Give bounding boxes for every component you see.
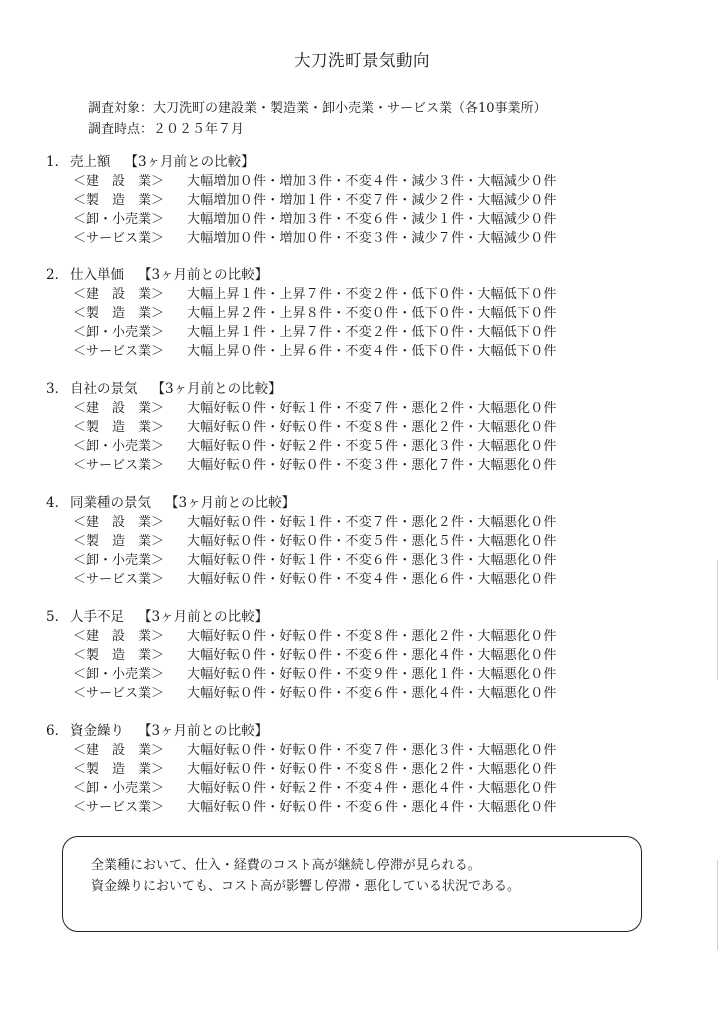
result-text: 大幅好転０件・好転１件・不変７件・悪化２件・大幅悪化０件 (187, 401, 557, 416)
result-text: 大幅好転０件・好転１件・不変７件・悪化２件・大幅悪化０件 (187, 515, 557, 530)
result-text: 大幅増加０件・増加１件・不変７件・減少２件・大幅減少０件 (187, 193, 557, 208)
section-sales (46, 153, 646, 248)
section-heading (46, 722, 646, 741)
section-number: 2． (46, 267, 69, 283)
result-row (46, 570, 646, 589)
section-heading (46, 494, 646, 513)
section-title: 資金繰り (70, 723, 124, 739)
result-text: 大幅好転０件・好転０件・不変８件・悪化２件・大幅悪化０件 (187, 762, 557, 777)
page-title: 大刀洗町景気動向 (294, 51, 430, 70)
result-row (46, 513, 646, 532)
result-row (46, 229, 646, 248)
industry-label: ＜サービス業＞ (73, 686, 165, 701)
result-text: 大幅好転０件・好転０件・不変７件・悪化３件・大幅悪化０件 (187, 743, 557, 758)
result-text: 大幅上昇１件・上昇７件・不変２件・低下０件・大幅低下０件 (187, 287, 557, 302)
industry-label: ＜サービス業＞ (73, 231, 165, 246)
industry-label: ＜製 造 業＞ (73, 534, 165, 549)
section-number: 1． (46, 154, 69, 170)
section-number: 6． (46, 723, 69, 739)
section-labor-shortage (46, 608, 646, 703)
result-text: 大幅好転０件・好転１件・不変６件・悪化３件・大幅悪化０件 (187, 553, 557, 568)
result-text: 大幅増加０件・増加３件・不変６件・減少１件・大幅減少０件 (187, 212, 557, 227)
survey-period: 調査時点：２０２５年７月 (88, 122, 245, 137)
section-comparison: 【3ヶ月前との比較】 (151, 381, 282, 397)
section-comparison: 【3ヶ月前との比較】 (138, 267, 269, 283)
industry-label: ＜製 造 業＞ (73, 193, 165, 208)
survey-target: 調査対象：大刀洗町の建設業・製造業・卸小売業・サービス業（各10事業所） (88, 101, 547, 116)
section-title: 人手不足 (70, 609, 124, 625)
industry-label: ＜製 造 業＞ (73, 762, 165, 777)
result-row (46, 191, 646, 210)
result-text: 大幅増加０件・増加３件・不変４件・減少３件・大幅減少０件 (187, 174, 557, 189)
result-row (46, 532, 646, 551)
section-title: 同業種の景気 (70, 495, 151, 511)
section-title: 自社の景気 (70, 381, 138, 397)
result-text: 大幅上昇１件・上昇７件・不変２件・低下０件・大幅低下０件 (187, 325, 557, 340)
result-row (46, 779, 646, 798)
result-text: 大幅好転０件・好転０件・不変８件・悪化２件・大幅悪化０件 (187, 629, 557, 644)
result-text: 大幅好転０件・好転０件・不変３件・悪化７件・大幅悪化０件 (187, 458, 557, 473)
industry-label: ＜建 設 業＞ (73, 629, 165, 644)
section-comparison: 【3ヶ月前との比較】 (124, 154, 255, 170)
industry-label: ＜卸・小売業＞ (73, 212, 165, 227)
industry-label: ＜卸・小売業＞ (73, 553, 165, 568)
section-industry-business (46, 494, 646, 589)
section-heading (46, 608, 646, 627)
result-text: 大幅好転０件・好転０件・不変９件・悪化１件・大幅悪化０件 (187, 667, 557, 682)
result-row (46, 399, 646, 418)
summary-line-2: 資金繰りにおいても、コスト高が影響し停滞・悪化している状況である。 (91, 879, 521, 894)
industry-label: ＜卸・小売業＞ (73, 439, 165, 454)
section-title: 売上額 (70, 154, 111, 170)
section-number: 3． (46, 381, 69, 397)
result-row (46, 342, 646, 361)
result-text: 大幅好転０件・好転０件・不変４件・悪化６件・大幅悪化０件 (187, 572, 557, 587)
result-text: 大幅上昇２件・上昇８件・不変０件・低下０件・大幅低下０件 (187, 306, 557, 321)
summary-box (62, 836, 642, 932)
section-heading (46, 266, 646, 285)
industry-label: ＜建 設 業＞ (73, 515, 165, 530)
result-row (46, 684, 646, 703)
industry-label: ＜製 造 業＞ (73, 648, 165, 663)
section-comparison: 【3ヶ月前との比較】 (138, 723, 269, 739)
industry-label: ＜サービス業＞ (73, 800, 165, 815)
section-heading (46, 153, 646, 172)
result-row (46, 551, 646, 570)
result-text: 大幅好転０件・好転０件・不変６件・悪化４件・大幅悪化０件 (187, 800, 557, 815)
section-title: 仕入単価 (70, 267, 124, 283)
industry-label: ＜卸・小売業＞ (73, 781, 165, 796)
result-row (46, 665, 646, 684)
result-row (46, 172, 646, 191)
result-row (46, 437, 646, 456)
industry-label: ＜建 設 業＞ (73, 743, 165, 758)
result-row (46, 646, 646, 665)
scan-edge-mark (717, 860, 718, 950)
industry-label: ＜建 設 業＞ (73, 174, 165, 189)
result-row (46, 418, 646, 437)
industry-label: ＜サービス業＞ (73, 344, 165, 359)
result-text: 大幅上昇０件・上昇６件・不変４件・低下０件・大幅低下０件 (187, 344, 557, 359)
section-comparison: 【3ヶ月前との比較】 (138, 609, 269, 625)
result-text: 大幅好転０件・好転２件・不変４件・悪化４件・大幅悪化０件 (187, 781, 557, 796)
result-row (46, 456, 646, 475)
result-text: 大幅好転０件・好転０件・不変５件・悪化５件・大幅悪化０件 (187, 534, 557, 549)
industry-label: ＜サービス業＞ (73, 572, 165, 587)
result-text: 大幅増加０件・増加０件・不変３件・減少７件・大幅減少０件 (187, 231, 557, 246)
result-row (46, 323, 646, 342)
scan-edge-mark (717, 560, 718, 680)
industry-label: ＜建 設 業＞ (73, 401, 165, 416)
section-cash-flow (46, 722, 646, 817)
result-row (46, 285, 646, 304)
industry-label: ＜サービス業＞ (73, 458, 165, 473)
section-number: 5． (46, 609, 69, 625)
result-row (46, 798, 646, 817)
result-row (46, 760, 646, 779)
section-comparison: 【3ヶ月前との比較】 (165, 495, 296, 511)
section-purchase-price (46, 266, 646, 361)
result-row (46, 627, 646, 646)
section-own-business (46, 380, 646, 475)
result-text: 大幅好転０件・好転０件・不変６件・悪化４件・大幅悪化０件 (187, 648, 557, 663)
industry-label: ＜建 設 業＞ (73, 287, 165, 302)
section-heading (46, 380, 646, 399)
section-number: 4． (46, 495, 69, 511)
result-text: 大幅好転０件・好転０件・不変８件・悪化２件・大幅悪化０件 (187, 420, 557, 435)
industry-label: ＜製 造 業＞ (73, 306, 165, 321)
industry-label: ＜卸・小売業＞ (73, 667, 165, 682)
industry-label: ＜卸・小売業＞ (73, 325, 165, 340)
industry-label: ＜製 造 業＞ (73, 420, 165, 435)
result-text: 大幅好転０件・好転２件・不変５件・悪化３件・大幅悪化０件 (187, 439, 557, 454)
result-text: 大幅好転０件・好転０件・不変６件・悪化４件・大幅悪化０件 (187, 686, 557, 701)
result-row (46, 210, 646, 229)
result-row (46, 304, 646, 323)
result-row (46, 741, 646, 760)
summary-line-1: 全業種において、仕入・経費のコスト高が継続し停滞が見られる。 (91, 858, 481, 873)
